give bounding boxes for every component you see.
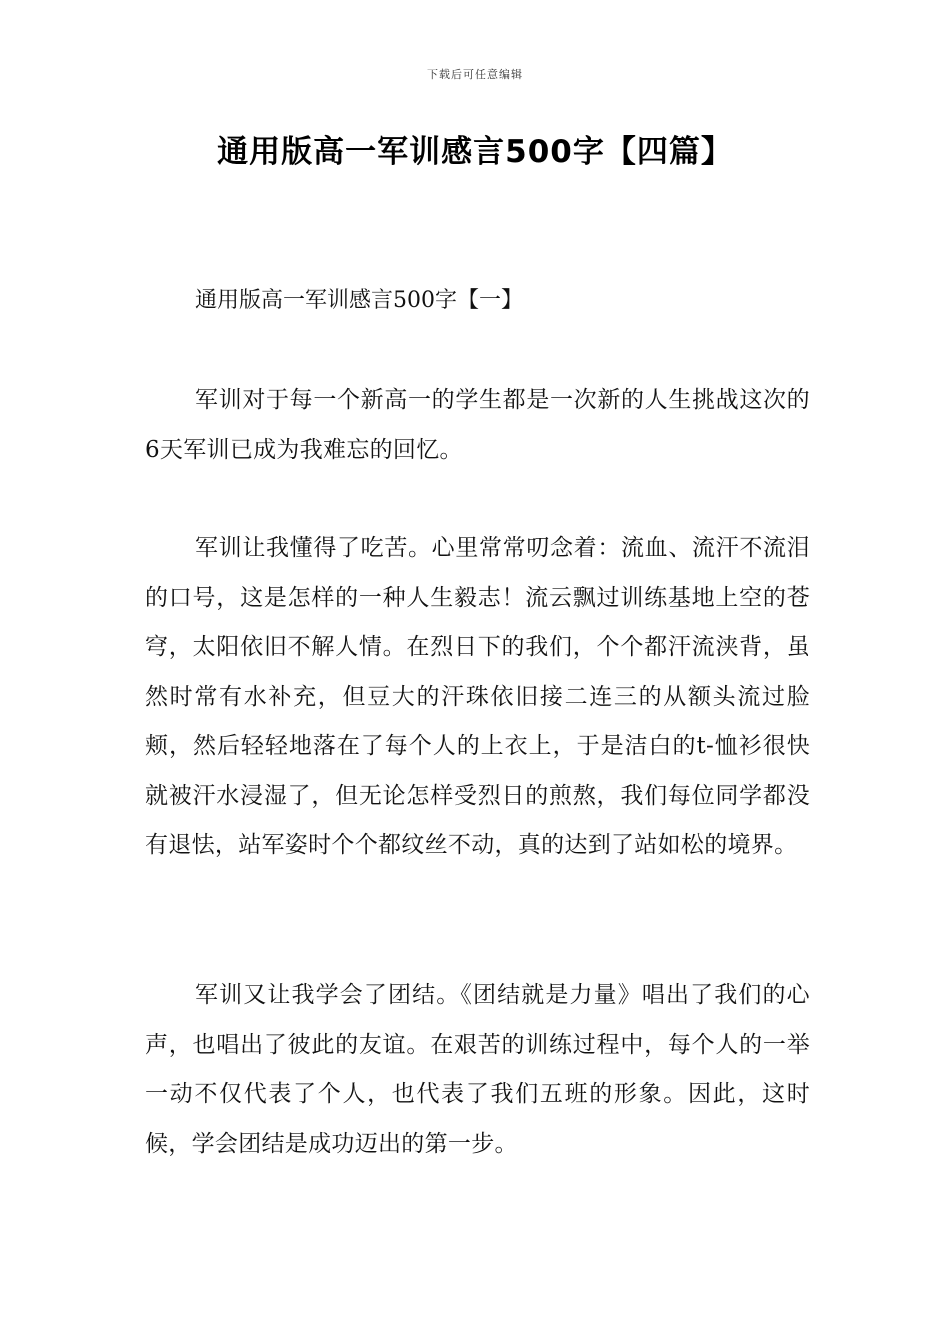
section-title: 通用版高一军训感言500字【一】 — [195, 288, 523, 313]
paragraph-1: 军训对于每一个新高一的学生都是一次新的人生挑战这次的6天军训已成为我难忘的回忆。 — [145, 387, 810, 463]
header-note: 下载后可任意编辑 — [427, 68, 523, 81]
paragraph-2: 军训让我懂得了吃苦。心里常常叨念着：流血、流汗不流泪的口号，这是怎样的一种人生毅志！流云飘过训练基地上空的苍穹，太阳依旧不解人情。在烈日下的我们，个个都汗流浃背，虽然时常有水补充，但豆大的汗珠依旧接二连三的从额头流过脸颊，然后轻轻地落在了每个人的上衣上，于是洁白的t-恤衫很快就被汗水浸湿了，但无论怎样受烈日的煎熬，我们每位同学都没有退怯，站军姿时个个都纹丝不动，真的达到了站如松的境界。 — [145, 535, 810, 858]
paragraph-3: 军训又让我学会了团结。《团结就是力量》唱出了我们的心声，也唱出了彼此的友谊。在艰苦的训练过程中，每个人的一举一动不仅代表了个人，也代表了我们五班的形象。因此，这时候，学会团结是成功迈出的第一步。 — [145, 982, 810, 1157]
document-title: 通用版高一军训感言500字【四篇】 — [217, 134, 733, 170]
